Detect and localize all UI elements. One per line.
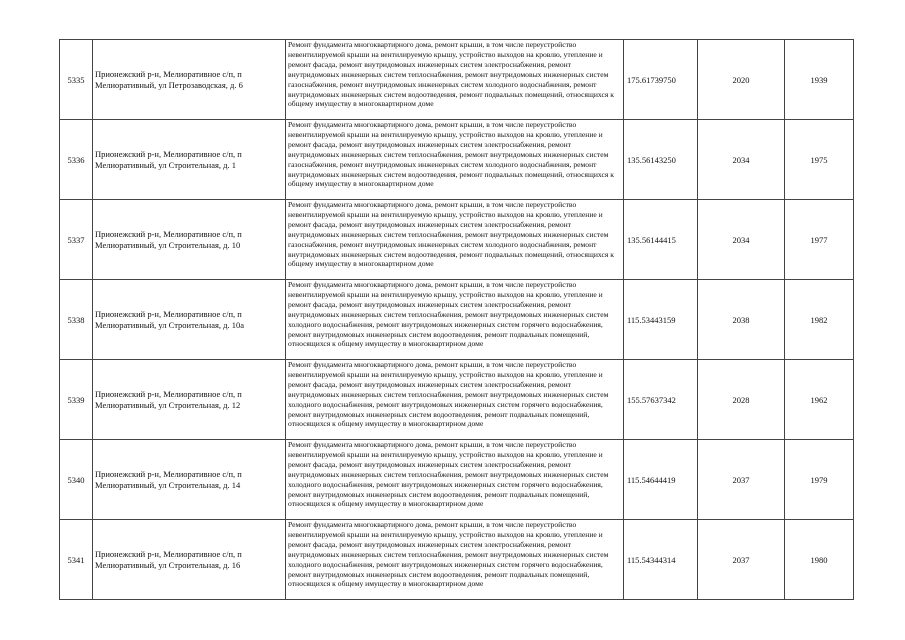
house-address: Прионежский р-н, Мелиоративное с/п, п Мелиоративный, ул Строительная, д. 14	[93, 440, 286, 520]
row-number: 5341	[60, 520, 93, 600]
repair-works-text: Ремонт фундамента многоквартирного дома, ремонт крыши, в том числе переустройство невентилируемой крыши на вентилируемую крышу, устройство выходов на кровлю, утепление и ремонт фасада, ремонт внутридомовых инженерных систем электроснабжения, ремонт внутридомовых инженерных систем теплоснабжения, ремонт внутридомовых инженерных систем холодного водоснабжения, ремонт внутридомовых инженерных систем горячего водоснабжения, ремонт внутридомовых инженерных систем водоотведения, ремонт подвальных помещений, относящихся к общему имуществу в многоквартирном доме	[288, 360, 609, 429]
build-year: 1962	[785, 360, 854, 440]
build-year: 1979	[785, 440, 854, 520]
house-address: Прионежский р-н, Мелиоративное с/п, п Мелиоративный, ул Строительная, д. 1	[93, 120, 286, 200]
build-year: 1980	[785, 520, 854, 600]
repair-year: 2020	[698, 40, 785, 120]
repair-cost: 135.56144415	[624, 200, 698, 280]
table-row	[60, 440, 854, 520]
repair-cost: 135.56143250	[624, 120, 698, 200]
repair-works-text: Ремонт фундамента многоквартирного дома, ремонт крыши, в том числе переустройство невентилируемой крыши на вентилируемую крышу, устройство выходов на кровлю, утепление и ремонт фасада, ремонт внутридомовых инженерных систем электроснабжения, ремонт внутридомовых инженерных систем теплоснабжения, ремонт внутридомовых инженерных систем газоснабжения, ремонт внутридомовых инженерных систем холодного водоснабжения, ремонт внутридомовых инженерных систем водоотведения, ремонт подвальных помещений, относящихся к общему имуществу в многоквартирном доме	[288, 120, 614, 189]
repair-year: 2037	[698, 440, 785, 520]
repair-cost: 115.54344314	[624, 520, 698, 600]
repair-cost: 155.57637342	[624, 360, 698, 440]
table-row	[60, 520, 854, 600]
repair-schedule-table	[59, 39, 854, 600]
table-row	[60, 120, 854, 200]
row-number: 5337	[60, 200, 93, 280]
repair-works	[286, 280, 624, 360]
table-row	[60, 280, 854, 360]
repair-cost: 115.53443159	[624, 280, 698, 360]
row-number: 5335	[60, 40, 93, 120]
house-address: Прионежский р-н, Мелиоративное с/п, п Мелиоративный, ул Строительная, д. 16	[93, 520, 286, 600]
row-number: 5339	[60, 360, 93, 440]
table-row	[60, 200, 854, 280]
repair-works	[286, 360, 624, 440]
build-year: 1977	[785, 200, 854, 280]
table-row	[60, 360, 854, 440]
row-number: 5340	[60, 440, 93, 520]
repair-cost: 175.61739750	[624, 40, 698, 120]
table-row	[60, 40, 854, 120]
row-number: 5336	[60, 120, 93, 200]
repair-year: 2038	[698, 280, 785, 360]
repair-works	[286, 40, 624, 120]
repair-year: 2028	[698, 360, 785, 440]
repair-works-text: Ремонт фундамента многоквартирного дома, ремонт крыши, в том числе переустройство невентилируемой крыши на вентилируемую крышу, устройство выходов на кровлю, утепление и ремонт фасада, ремонт внутридомовых инженерных систем электроснабжения, ремонт внутридомовых инженерных систем теплоснабжения, ремонт внутридомовых инженерных систем холодного водоснабжения, ремонт внутридомовых инженерных систем горячего водоснабжения, ремонт внутридомовых инженерных систем водоотведения, ремонт подвальных помещений, относящихся к общему имуществу в многоквартирном доме	[288, 520, 609, 589]
repair-works	[286, 120, 624, 200]
repair-works	[286, 520, 624, 600]
repair-year: 2034	[698, 200, 785, 280]
house-address: Прионежский р-н, Мелиоративное с/п, п Мелиоративный, ул Строительная, д. 10	[93, 200, 286, 280]
repair-year: 2034	[698, 120, 785, 200]
repair-year: 2037	[698, 520, 785, 600]
house-address: Прионежский р-н, Мелиоративное с/п, п Мелиоративный, ул Петрозаводская, д. 6	[93, 40, 286, 120]
repair-works-text: Ремонт фундамента многоквартирного дома, ремонт крыши, в том числе переустройство невентилируемой крыши на вентилируемую крышу, устройство выходов на кровлю, утепление и ремонт фасада, ремонт внутридомовых инженерных систем электроснабжения, ремонт внутридомовых инженерных систем теплоснабжения, ремонт внутридомовых инженерных систем газоснабжения, ремонт внутридомовых инженерных систем холодного водоснабжения, ремонт внутридомовых инженерных систем водоотведения, ремонт подвальных помещений, относящихся к общему имуществу в многоквартирном доме	[288, 40, 614, 109]
build-year: 1939	[785, 40, 854, 120]
repair-works-text: Ремонт фундамента многоквартирного дома, ремонт крыши, в том числе переустройство невентилируемой крыши на вентилируемую крышу, устройство выходов на кровлю, утепление и ремонт фасада, ремонт внутридомовых инженерных систем электроснабжения, ремонт внутридомовых инженерных систем теплоснабжения, ремонт внутридомовых инженерных систем холодного водоснабжения, ремонт внутридомовых инженерных систем горячего водоснабжения, ремонт внутридомовых инженерных систем водоотведения, ремонт подвальных помещений, относящихся к общему имуществу в многоквартирном доме	[288, 440, 609, 509]
row-number: 5338	[60, 280, 93, 360]
repair-works	[286, 440, 624, 520]
repair-cost: 115.54644419	[624, 440, 698, 520]
document-page	[59, 39, 854, 600]
house-address: Прионежский р-н, Мелиоративное с/п, п Мелиоративный, ул Строительная, д. 10а	[93, 280, 286, 360]
house-address: Прионежский р-н, Мелиоративное с/п, п Мелиоративный, ул Строительная, д. 12	[93, 360, 286, 440]
build-year: 1975	[785, 120, 854, 200]
repair-works-text: Ремонт фундамента многоквартирного дома, ремонт крыши, в том числе переустройство невентилируемой крыши на вентилируемую крышу, устройство выходов на кровлю, утепление и ремонт фасада, ремонт внутридомовых инженерных систем электроснабжения, ремонт внутридомовых инженерных систем теплоснабжения, ремонт внутридомовых инженерных систем газоснабжения, ремонт внутридомовых инженерных систем холодного водоснабжения, ремонт внутридомовых инженерных систем водоотведения, ремонт подвальных помещений, относящихся к общему имуществу в многоквартирном доме	[288, 200, 614, 269]
repair-works-text: Ремонт фундамента многоквартирного дома, ремонт крыши, в том числе переустройство невентилируемой крыши на вентилируемую крышу, устройство выходов на кровлю, утепление и ремонт фасада, ремонт внутридомовых инженерных систем электроснабжения, ремонт внутридомовых инженерных систем теплоснабжения, ремонт внутридомовых инженерных систем холодного водоснабжения, ремонт внутридомовых инженерных систем горячего водоснабжения, ремонт внутридомовых инженерных систем водоотведения, ремонт подвальных помещений, относящихся к общему имуществу в многоквартирном доме	[288, 280, 609, 349]
build-year: 1982	[785, 280, 854, 360]
repair-works	[286, 200, 624, 280]
